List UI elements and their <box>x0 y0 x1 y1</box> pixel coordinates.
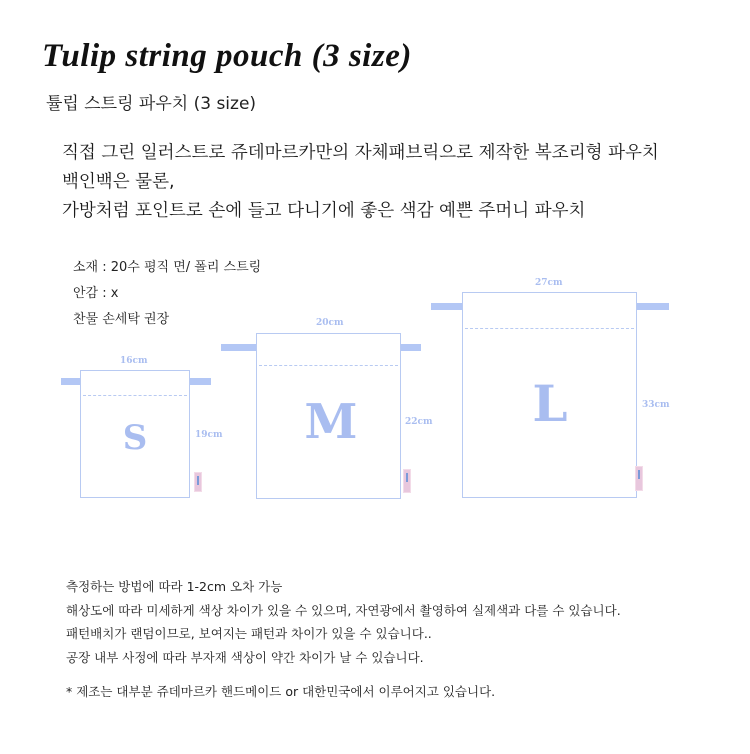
height-label: 19cm <box>195 430 223 440</box>
page-subtitle: 튤립 스트링 파우치 (3 size) <box>46 94 257 114</box>
intro-line: 가방처럼 포인트로 손에 들고 다니기에 좋은 색감 예쁜 주머니 파우치 <box>62 201 586 221</box>
size-letter: L <box>532 374 568 433</box>
intro-text <box>62 139 659 226</box>
notice-line: 측정하는 방법에 따라 1-2cm 오차 가능 <box>66 579 283 594</box>
notice-line: 해상도에 따라 미세하게 색상 차이가 있을 수 있으며, 자연광에서 촬영하여 실제색과 다를 수 있습니다. <box>66 602 621 618</box>
width-label: 20cm <box>316 318 344 328</box>
fold-line <box>259 365 398 366</box>
height-label: 33cm <box>642 400 670 410</box>
notice-list <box>66 575 621 669</box>
label-tag <box>194 472 202 492</box>
fold-line <box>465 328 634 329</box>
intro-line: 직접 그린 일러스트로 쥬데마르카만의 자체패브릭으로 제작한 복조리형 파우치 <box>62 143 659 163</box>
spec-list <box>73 255 261 333</box>
height-label: 22cm <box>405 417 433 427</box>
intro-line: 백인백은 물론, <box>62 172 175 192</box>
fold-line <box>83 395 187 396</box>
spec-material: 소재 : 20수 평직 면/ 폴리 스트링 <box>73 260 262 275</box>
size-letter: S <box>122 418 148 458</box>
spec-wash: 찬물 손세탁 권장 <box>73 312 170 327</box>
label-tag <box>635 466 643 491</box>
spec-lining: 안감 : x <box>73 286 119 301</box>
notice-line: 공장 내부 사정에 따라 부자재 색상이 약간 차이가 날 수 있습니다. <box>66 649 424 665</box>
footnote: * 제조는 대부분 쥬데마르카 핸드메이드 or 대한민국에서 이루어지고 있습니다. <box>66 684 496 699</box>
page-title: Tulip string pouch (3 size) <box>42 38 412 74</box>
label-tag <box>403 469 411 493</box>
size-letter: M <box>304 394 358 450</box>
width-label: 16cm <box>120 356 148 366</box>
notice-line: 패턴배치가 랜덤이므로, 보여지는 패턴과 차이가 있을 수 있습니다.. <box>66 626 432 641</box>
width-label: 27cm <box>535 278 563 288</box>
